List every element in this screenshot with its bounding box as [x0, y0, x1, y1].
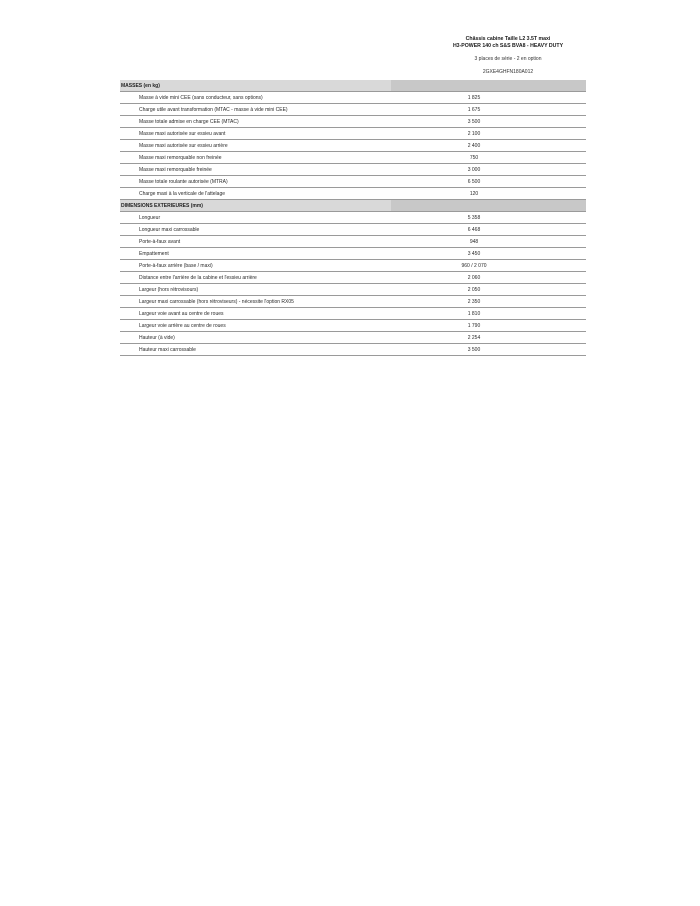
section-header-dimensions — [120, 200, 586, 212]
row-label: Charge maxi à la verticale de l'attelage — [139, 190, 226, 197]
table-row — [120, 320, 586, 332]
table-row — [120, 284, 586, 296]
row-label: Distance entre l'arrière de la cabine et l'essieu arrière — [139, 274, 257, 281]
row-value: 2 100 — [467, 130, 481, 137]
table-row — [120, 104, 586, 116]
row-label: Hauteur maxi carrossable — [139, 346, 196, 353]
row-value: 2 254 — [467, 334, 481, 341]
spec-header — [388, 36, 628, 76]
row-label: Porte-à-faux avant — [139, 238, 181, 245]
row-label: Longueur — [139, 214, 161, 221]
seats-info: 3 places de série - 2 en option — [474, 56, 542, 62]
row-value: 6 500 — [467, 178, 481, 185]
row-value: 2 350 — [467, 298, 481, 305]
row-value: 5 358 — [467, 214, 481, 221]
row-label: Masse totale admise en charge CEE (MTAC) — [139, 118, 239, 125]
table-row — [120, 188, 586, 200]
row-value: 1 675 — [467, 106, 481, 113]
row-value: 750 — [469, 154, 479, 161]
row-label: Empattement — [139, 250, 169, 257]
table-row — [120, 92, 586, 104]
row-label: Largeur maxi carrossable (hors rétroviseurs) - nécessite l'option RX05 — [139, 298, 294, 305]
row-value: 3 000 — [467, 166, 481, 173]
section-title: MASSES (en kg) — [120, 83, 391, 89]
table-row — [120, 128, 586, 140]
row-value: 120 — [469, 190, 479, 197]
row-label: Masse maxi remorquable freinée — [139, 166, 212, 173]
row-label: Masse à vide mini CEE (sans conducteur, sans options) — [139, 94, 263, 101]
table-row — [120, 248, 586, 260]
version-code: 2GXE4GHFN180A012 — [482, 69, 534, 75]
table-row — [120, 212, 586, 224]
row-label: Masse totale roulante autorisée (MTRA) — [139, 178, 228, 185]
row-value: 1 825 — [467, 94, 481, 101]
spec-table — [120, 80, 586, 356]
row-value: 3 450 — [467, 250, 481, 257]
section-value-cell — [391, 80, 586, 91]
table-row — [120, 308, 586, 320]
row-label: Largeur (hors rétrovisours) — [139, 286, 199, 293]
row-value: 960 / 2 070 — [461, 262, 487, 269]
vehicle-title-line1: Châssis cabine Taille L2 3.5T maxi — [465, 36, 551, 42]
table-row — [120, 116, 586, 128]
row-label: Largeur voie arrière au centre de roues — [139, 322, 226, 329]
row-label: Largeur voie avant au centre de roues — [139, 310, 224, 317]
table-row — [120, 164, 586, 176]
table-row — [120, 236, 586, 248]
row-label: Charge utile avant transformation (MTAC - masse à vide mini CEE) — [139, 106, 288, 113]
table-row — [120, 344, 586, 356]
row-value: 2 050 — [467, 286, 481, 293]
table-row — [120, 260, 586, 272]
row-label: Masse maxi autorisée sur essieu avant — [139, 130, 226, 137]
table-row — [120, 176, 586, 188]
row-label: Longueur maxi carrossable — [139, 226, 200, 233]
row-value: 1 810 — [467, 310, 481, 317]
row-value: 2 060 — [467, 274, 481, 281]
table-row — [120, 332, 586, 344]
row-value: 948 — [469, 238, 479, 245]
row-label: Masse maxi remorquable non freinée — [139, 154, 222, 161]
section-title: DIMENSIONS EXTERIEURES (mm) — [120, 203, 391, 209]
vehicle-title-line2: H3-POWER 140 ch S&S BVA8 - HEAVY DUTY — [452, 43, 564, 49]
table-row — [120, 272, 586, 284]
row-value: 2 400 — [467, 142, 481, 149]
row-value: 3 500 — [467, 346, 481, 353]
section-value-cell — [391, 200, 586, 211]
row-label: Hauteur (à vide) — [139, 334, 175, 341]
table-row — [120, 140, 586, 152]
table-row — [120, 152, 586, 164]
row-label: Masse maxi autorisée sur essieu arrière — [139, 142, 228, 149]
table-row — [120, 224, 586, 236]
section-header-masses — [120, 80, 586, 92]
row-value: 1 790 — [467, 322, 481, 329]
row-value: 3 500 — [467, 118, 481, 125]
row-value: 6 468 — [467, 226, 481, 233]
row-label: Porte-à-faux arrière (base / maxi) — [139, 262, 213, 269]
table-row — [120, 296, 586, 308]
